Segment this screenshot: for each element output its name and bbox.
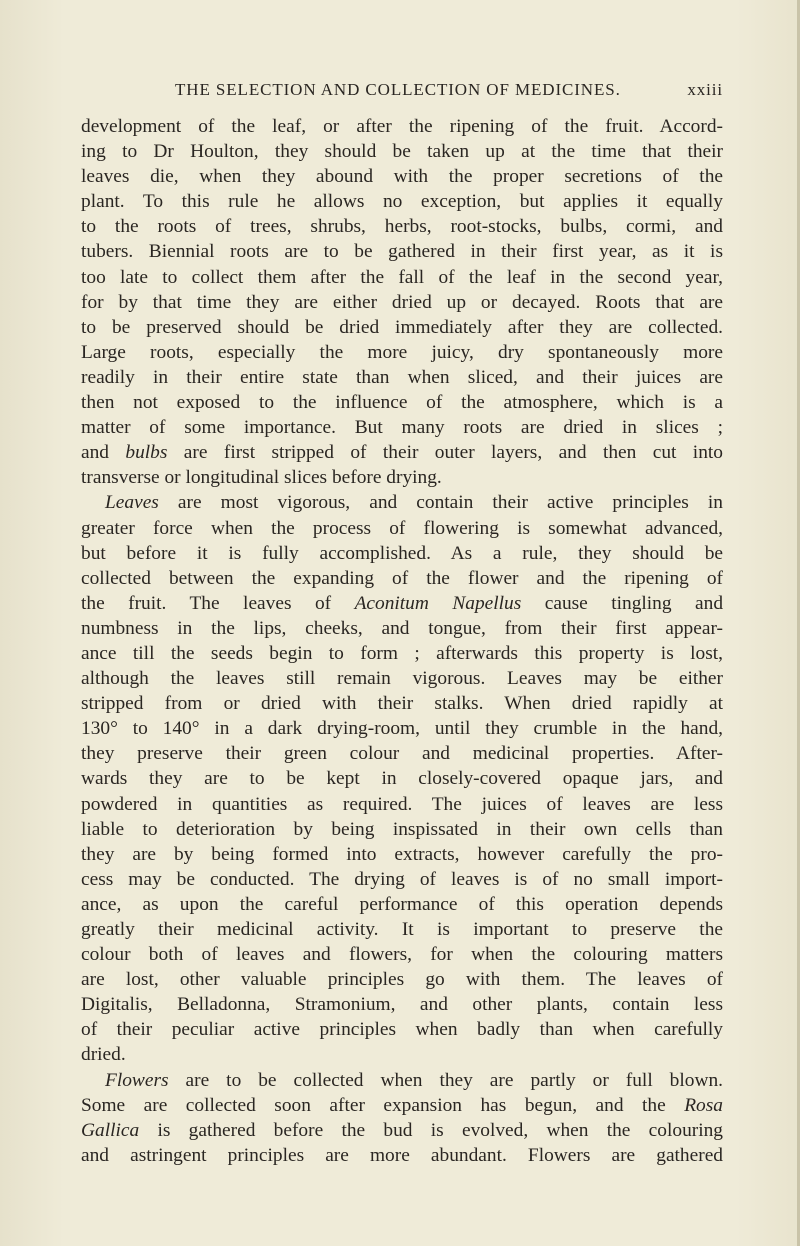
text-line: collected between the expanding of the flower and the ripening of — [81, 567, 723, 589]
text-run: Some are collected soon after expansion has begun, and the — [81, 1094, 685, 1116]
text-line — [81, 1118, 723, 1143]
text-line: stripped from or dried with their stalks. When dried rapidly at — [81, 693, 723, 715]
text-run: cause tingling and — [521, 592, 724, 614]
text-run: are first stripped of their outer layers, and then cut into — [167, 442, 723, 464]
text-line: ing to Dr Houlton, they should be taken up at the time that their — [81, 141, 723, 163]
text-line: cess may be conducted. The drying of leaves is of no small import- — [81, 868, 723, 890]
text-line: liable to deterioration by being inspissated in their own cells than — [81, 818, 723, 840]
text-line: Digitalis, Belladonna, Stramonium, and other plants, contain less — [81, 994, 723, 1016]
text-line: leaves die, when they abound with the proper secretions of the — [81, 166, 723, 188]
text-line: plant. To this rule he allows no exception, but applies it equally — [81, 191, 723, 213]
text-line: wards they are to be kept in closely-covered opaque jars, and — [81, 768, 723, 790]
text-run: is gathered before the bud is evolved, when the colouring — [139, 1119, 723, 1141]
text-line: 130° to 140° in a dark drying-room, until they crumble in the hand, — [81, 718, 723, 740]
text-line: but before it is fully accomplished. As a rule, they should be — [81, 542, 723, 564]
italic-term: Aconitum Napellus — [354, 592, 522, 614]
text-line: ance, as upon the careful performance of this operation depends — [81, 893, 723, 915]
paragraph-roots — [81, 114, 723, 490]
text-line: of their peculiar active principles when badly than when carefully — [81, 1019, 723, 1041]
text-line: greater force when the process of flowering is somewhat advanced, — [81, 517, 723, 539]
paragraph-flowers — [81, 1068, 723, 1168]
text-line — [81, 1093, 723, 1118]
text-run: are most vigorous, and contain their active principles in — [158, 492, 723, 514]
text-line — [81, 490, 723, 515]
text-line: they are by being formed into extracts, however carefully the pro- — [81, 843, 723, 865]
text-line: are lost, other valuable principles go with them. The leaves of — [81, 969, 723, 991]
text-run: and — [81, 442, 126, 464]
text-line: Large roots, especially the more juicy, dry spontaneously more — [81, 341, 723, 363]
body-text — [81, 114, 723, 1168]
text-line: too late to collect them after the fall of the leaf in the second year, — [81, 266, 723, 288]
text-line — [81, 591, 723, 616]
text-line: greatly their medicinal activity. It is important to preserve the — [81, 919, 723, 940]
text-line: readily in their entire state than when sliced, and their juices are — [81, 366, 723, 388]
text-line: to be preserved should be dried immediately after they are collected. — [81, 316, 723, 338]
text-run: the fruit. The leaves of — [81, 592, 355, 614]
text-line — [81, 440, 723, 465]
text-run: are to be collected when they are partly or full blown. — [168, 1069, 723, 1091]
text-line: to the roots of trees, shrubs, herbs, root-stocks, bulbs, cormi, and — [81, 216, 723, 238]
text-line: for by that time they are either dried up or decayed. Roots that are — [81, 291, 723, 313]
text-line: and astringent principles are more abundant. Flowers are gathered — [81, 1144, 723, 1166]
italic-term: Rosa — [684, 1094, 723, 1116]
text-line: dried. — [81, 1044, 126, 1066]
text-line: development of the leaf, or after the ripening of the fruit. Accord- — [81, 116, 723, 137]
text-line: although the leaves still remain vigorous. Leaves may be either — [81, 668, 723, 690]
text-line: then not exposed to the influence of the atmosphere, which is a — [81, 392, 723, 414]
text-line: colour both of leaves and flowers, for when the colouring matters — [81, 944, 723, 966]
text-line: numbness in the lips, cheeks, and tongue, from their first appear- — [81, 617, 723, 639]
italic-term: Gallica — [81, 1119, 140, 1141]
text-line: powdered in quantities as required. The juices of leaves are less — [81, 793, 723, 815]
text-line: matter of some importance. But many roots are dried in slices ; — [81, 417, 723, 439]
running-title: THE SELECTION AND COLLECTION OF MEDICINES. — [175, 80, 621, 99]
italic-term: bulbs — [125, 442, 168, 464]
page-number: xxiii — [687, 80, 723, 99]
section-lead: Flowers — [105, 1069, 169, 1091]
paragraph-leaves — [81, 490, 723, 1067]
text-line: they preserve their green colour and medicinal properties. After- — [81, 743, 723, 765]
section-lead: Leaves — [105, 492, 159, 514]
text-line: ance till the seeds begin to form ; afterwards this property is lost, — [81, 642, 723, 664]
text-line: transverse or longitudinal slices before drying. — [81, 467, 442, 489]
text-line — [81, 1068, 723, 1093]
text-line: tubers. Biennial roots are to be gathered in their first year, as it is — [81, 241, 723, 263]
running-head — [175, 80, 723, 102]
